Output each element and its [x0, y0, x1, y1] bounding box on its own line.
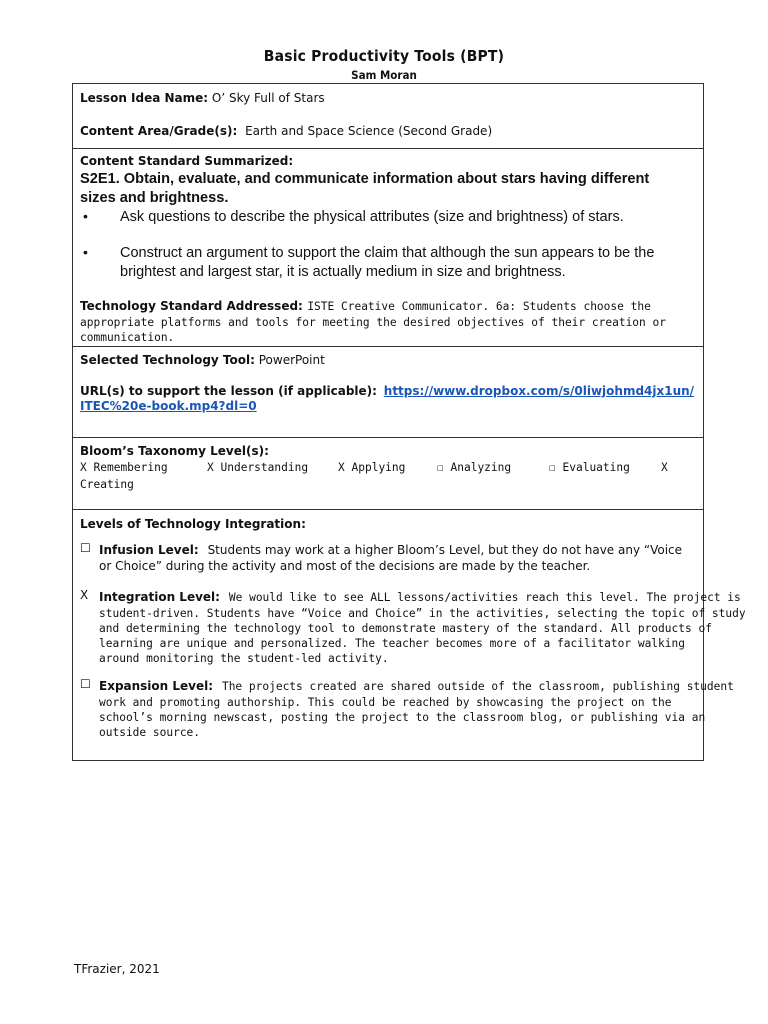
expansion-line2: work and promoting authorship. This could be reached by showcasing the project on the	[99, 696, 672, 709]
expansion-line4: outside source.	[99, 726, 201, 739]
integration-mark: X	[80, 588, 89, 602]
integration-line3: and determining the technology tool to demonstrate mastery of the standard. All products of	[99, 622, 712, 635]
expansion-line1: The projects created are shared outside of the classroom, publishing student	[221, 680, 734, 693]
expansion-title: Expansion Level	[99, 679, 209, 693]
tech-standard-line2: appropriate platforms and tools for meeting the desired objectives of their creation or	[80, 316, 666, 329]
standard-bullet-2-line2: brightest and largest star, it is actually medium in size and brightness.	[120, 264, 566, 280]
infusion-line1: Students may work at a higher Bloom’s Level, but they do not have any “Voice	[207, 543, 683, 557]
tech-standard-line3: communication.	[80, 331, 175, 344]
standard-heading-line1: S2E1. Obtain, evaluate, and communicate information about stars having different	[80, 171, 650, 187]
checkbox-empty-icon: ☐	[549, 461, 556, 474]
integration-line4: learning are unique and personalized. The teacher becomes more of a facilitator walking	[99, 637, 685, 650]
standard-bullet-1: Ask questions to describe the physical attributes (size and brightness) of stars.	[120, 209, 624, 225]
infusion-line2: or Choice” during the activity and most of the decisions are made by the teacher.	[99, 559, 591, 573]
lesson-idea-section	[73, 84, 703, 148]
standard-heading-line2: sizes and brightness.	[80, 190, 229, 206]
blooms-taxonomy-section	[73, 437, 703, 509]
integration-levels-section: Levels of Technology Integration: ☐ Infusion Level: Students may work at a higher Bloom’s Level, but they do not have any “Voice or Choice” during the activity and most of the decisions are made by the teacher. X Integration Level: We would like to see ALL lessons/activities reach this level. The project is student-driven. Students have “Voice and Choice” in the activities, selecting the topic of study and determining the technology tool to demonstrate mastery of the standard. All products of learning are unique and personalized. The teacher becomes more of a facilitator walking around monitoring the student-led activity. ☐ Expansion Level: The projects created are shared outside of the classroom, publishing student work and promoting authorship. This could be reached by showcasing the project on the school’s morning newscast, posting the project to the classroom blog, or publishing via an outside source.	[73, 509, 703, 760]
expansion-line3: school’s morning newscast, posting the project to the classroom blog, or publishing via an	[99, 711, 706, 724]
bullet-marker: •	[83, 208, 88, 224]
url-label: URL(s) to support the lesson (if applicable):	[80, 384, 377, 398]
blooms-creating: Creating	[80, 478, 134, 491]
lesson-url-link-cont[interactable]	[80, 399, 257, 413]
lesson-idea-value: O’ Sky Full of Stars	[211, 91, 325, 105]
infusion-title: Infusion Level	[99, 543, 194, 557]
infusion-checkbox-icon: ☐	[80, 541, 91, 555]
integration-line2: student-driven. Students have “Voice and Choice” in the activities, selecting the topic of study	[99, 607, 746, 620]
content-standard-section	[73, 148, 703, 346]
blooms-evaluating: ☐ Evaluating	[549, 461, 630, 474]
document-title: Basic Productivity Tools (BPT)	[263, 47, 505, 65]
bullet-marker: •	[83, 244, 88, 260]
technology-tool-section	[73, 346, 703, 437]
tech-standard-line1: ISTE Creative Communicator. 6a: Students choose the	[307, 300, 651, 313]
footer-credit: TFrazier, 2021	[74, 962, 160, 976]
expansion-checkbox-icon: ☐	[80, 677, 91, 691]
lesson-idea-label: Lesson Idea Name:	[80, 91, 209, 105]
blooms-understanding: X Understanding	[207, 461, 309, 474]
blooms-applying: X Applying	[338, 461, 406, 474]
blooms-creating-mark: X	[661, 461, 668, 474]
integration-line5: around monitoring the student-led activity.	[99, 652, 389, 665]
levels-label: Levels of Technology Integration:	[80, 517, 306, 531]
blooms-analyzing: ☐ Analyzing	[437, 461, 512, 474]
tech-standard-label: Technology Standard Addressed:	[80, 299, 303, 313]
content-standard-label: Content Standard Summarized:	[80, 154, 294, 168]
blooms-remembering: X Remembering	[80, 461, 168, 474]
integration-title: Integration Level	[99, 590, 216, 604]
tool-label: Selected Technology Tool:	[80, 353, 255, 367]
integration-line1: We would like to see ALL lessons/activities reach this level. The project is	[228, 591, 741, 604]
url-line1[interactable]: https://www.dropbox.com/s/0liwjohmd4jx1un/	[383, 384, 695, 398]
blooms-label: Bloom’s Taxonomy Level(s):	[80, 444, 269, 458]
url-line2[interactable]: ITEC%20e-book.mp4?dl=0	[80, 399, 257, 413]
standard-bullet-2-line1: Construct an argument to support the claim that although the sun appears to be the	[120, 245, 655, 261]
lesson-plan-table	[72, 83, 746, 761]
tool-value: PowerPoint	[258, 353, 325, 367]
content-area-value: Earth and Space Science (Second Grade)	[245, 124, 493, 138]
document-author: Sam Moran	[351, 68, 417, 82]
content-area-label: Content Area/Grade(s):	[80, 124, 238, 138]
checkbox-empty-icon: ☐	[437, 461, 444, 474]
lesson-url-link[interactable]	[384, 384, 694, 398]
